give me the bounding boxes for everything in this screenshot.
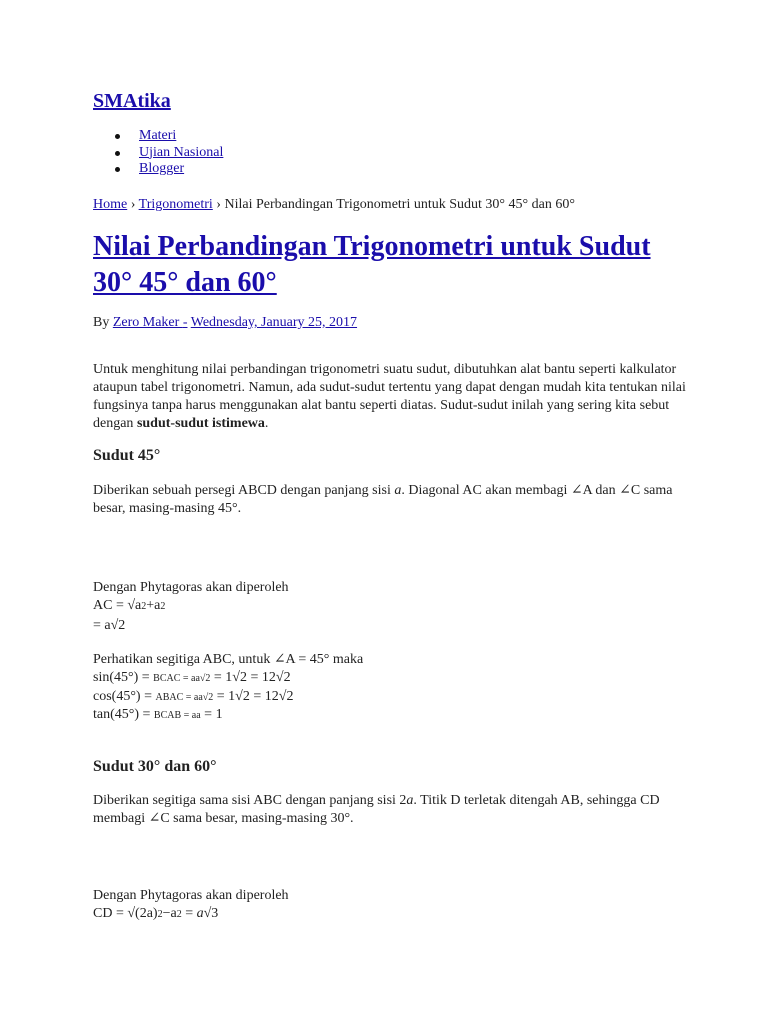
ac-eq-sup: 2 — [141, 601, 147, 612]
eq-text: CD = √(2a) — [93, 906, 158, 921]
pyth-label-1: Dengan Phytagoras akan diperoleh — [93, 580, 289, 595]
byline-dash[interactable]: - — [182, 315, 188, 330]
p45-var: a — [394, 483, 402, 498]
heading-sudut-45: Sudut 45° — [93, 447, 161, 464]
nav-item-ujian-nasional — [93, 145, 223, 162]
bullet-icon — [115, 151, 120, 156]
breadcrumb-separator: › — [130, 197, 136, 212]
breadcrumb-category-link[interactable]: Trigonometri — [138, 197, 213, 212]
bullet-icon — [115, 134, 120, 139]
paragraph-sudut-45 — [93, 482, 693, 518]
eq-text: sin(45°) = — [93, 670, 154, 685]
p3060-text-a: Diberikan segitiga sama sisi ABC dengan panjang sisi 2 — [93, 793, 407, 808]
author-link[interactable]: Zero Maker — [112, 315, 183, 330]
intro-paragraph — [93, 361, 693, 433]
post-date-link[interactable]: Wednesday, January 25, 2017 — [190, 315, 358, 330]
breadcrumb-home-link[interactable]: Home — [93, 197, 128, 212]
eq-sup: 2 — [176, 909, 182, 920]
p3060-var: a — [406, 793, 414, 808]
nav-link-ujian-nasional[interactable]: Ujian Nasional — [139, 144, 224, 160]
post-byline — [93, 315, 357, 331]
nav-item-blogger — [93, 161, 223, 178]
cos45-equation — [93, 688, 293, 707]
eq-fraction: ABAC = aa√2 — [155, 692, 214, 703]
post-title[interactable]: Nilai Perbandingan Trigonometri untuk Sudut 30° 45° dan 60° — [93, 231, 651, 298]
ac-equation-line-2: = a√2 — [93, 618, 126, 633]
eq-text: tan(45°) = — [93, 707, 154, 722]
eq-fraction: BCAC = aa√2 — [153, 673, 211, 684]
sin45-equation — [93, 669, 291, 688]
paragraph-sudut-30-60 — [93, 792, 693, 828]
bullet-icon — [115, 167, 120, 172]
pyth-label-2: Dengan Phytagoras akan diperoleh — [93, 888, 289, 903]
breadcrumb-current: Nilai Perbandingan Trigonometri untuk Sudut 30° 45° dan 60° — [224, 197, 575, 212]
ac-eq-sup: 2 — [160, 601, 166, 612]
ac-eq-part: AC = √a — [93, 598, 142, 613]
byline-label: By — [93, 315, 110, 330]
breadcrumb-separator: › — [216, 197, 221, 212]
nav-link-blogger[interactable]: Blogger — [139, 161, 185, 176]
eq-text: = 1√2 = 12√2 — [210, 670, 291, 685]
ac-eq-part: +a — [146, 598, 161, 613]
nav-item-materi — [93, 128, 223, 145]
eq-text: = 1 — [200, 707, 223, 722]
main-nav — [93, 128, 223, 178]
heading-sudut-30-60: Sudut 30° dan 60° — [93, 758, 217, 775]
eq-var: a — [196, 906, 204, 921]
nav-link-materi[interactable]: Materi — [139, 128, 177, 143]
p45-text-b: . Diagonal AC akan membagi ∠A dan ∠C sama besar, masing-masing 45°. — [93, 483, 673, 516]
eq-sup: 2 — [157, 909, 163, 920]
p3060-text-b: . Titik D terletak ditengah AB, sehingga CD membagi ∠C sama besar, masing-masing 30°. — [93, 793, 660, 826]
eq-text: = — [181, 906, 197, 921]
cd-equation — [93, 905, 218, 924]
intro-bold-term: sudut-sudut istimewa — [136, 416, 265, 431]
intro-text: Untuk menghitung nilai perbandingan trigonometri suatu sudut, dibutuhkan alat bantu seperti kalkulator ataupun tabel trigonometri. Namun, ada sudut-sudut tertentu yang dapat dengan mudah kita tentukan nilai fungsinya tanpa harus menggunakan alat bantu seperti diatas. Sudut-sudut inilah yang sering kita sebut dengan — [93, 362, 686, 431]
ac-equation-line-1 — [93, 597, 165, 616]
abc-intro: Perhatikan segitiga ABC, untuk ∠A = 45° maka — [93, 652, 364, 667]
eq-text: −a — [162, 906, 177, 921]
eq-text: cos(45°) = — [93, 689, 156, 704]
blog-title-link[interactable]: SMAtika — [93, 90, 171, 112]
intro-end: . — [264, 416, 269, 431]
tan45-equation — [93, 706, 223, 725]
p45-text-a: Diberikan sebuah persegi ABCD dengan panjang sisi — [93, 483, 395, 498]
eq-text: = 1√2 = 12√2 — [213, 689, 294, 704]
eq-text: √3 — [203, 906, 219, 921]
eq-fraction: BCAB = aa — [153, 710, 201, 721]
breadcrumb — [93, 197, 575, 213]
